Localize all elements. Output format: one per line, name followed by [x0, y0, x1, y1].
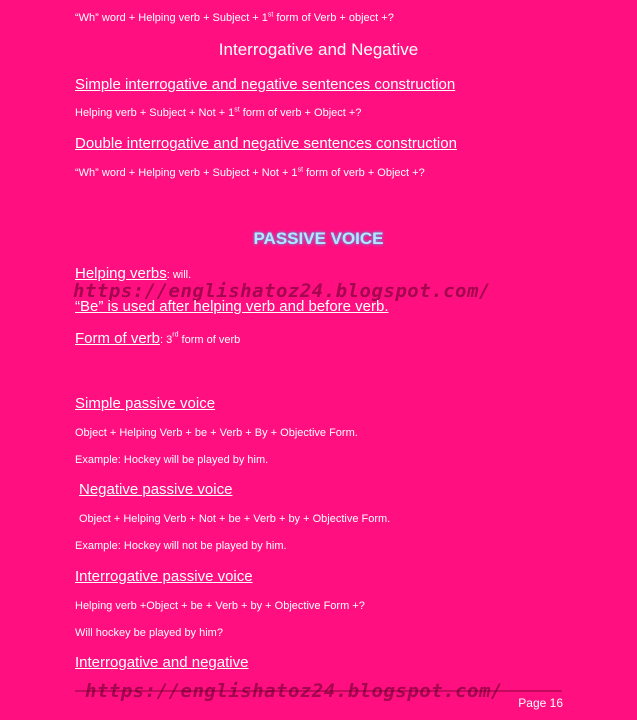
formula-text: “Wh” word + Helping verb + Subject + 1	[75, 12, 268, 24]
superscript: st	[234, 106, 240, 114]
interrogative-negative-title: Interrogative and Negative	[218, 40, 419, 59]
negative-passive-formula: Object + Helping Verb + Not + be + Verb + by + Objective Form.	[79, 513, 391, 525]
superscript: st	[267, 11, 274, 19]
simple-interrogative-negative-formula	[75, 107, 361, 119]
simple-passive-example: Example: Hockey will be played by him.	[75, 454, 269, 466]
formula-text: “Wh” word + Helping verb + Subject + Not + 1	[75, 167, 298, 179]
simple-interrogative-negative-heading: Simple interrogative and negative sentences construction	[75, 76, 456, 93]
form-of-verb-label: Form of verb	[75, 330, 161, 347]
interrogative-passive-example: Will hockey be played by him?	[75, 627, 223, 639]
form-of-verb-prefix: : 3	[160, 334, 173, 346]
superscript: rd	[172, 331, 179, 339]
helping-verbs-label: Helping verbs	[75, 265, 167, 282]
interrogative-passive-formula: Helping verb +Object + be + Verb + by + Objective Form +?	[75, 600, 365, 612]
simple-passive-heading: Simple passive voice	[75, 395, 216, 412]
double-interrogative-negative-formula	[75, 167, 425, 179]
superscript: st	[297, 166, 304, 174]
negative-passive-example: Example: Hockey will not be played by him.	[75, 540, 287, 552]
formula-text: form of Verb + object +?	[273, 12, 394, 24]
simple-passive-formula: Object + Helping Verb + be + Verb + By + Objective Form.	[75, 427, 358, 439]
wh-word-formula	[75, 12, 394, 24]
be-rule: “Be” is used after helping verb and before verb.	[75, 298, 389, 315]
form-of-verb-suffix: form of verb	[178, 334, 241, 346]
negative-passive-heading: Negative passive voice	[79, 481, 233, 498]
passive-voice-title: PASSIVE VOICE	[253, 229, 384, 248]
formula-text: Helping verb + Subject + Not + 1	[75, 107, 235, 119]
interrogative-passive-heading: Interrogative passive voice	[75, 568, 253, 585]
formula-text: form of verb + Object +?	[239, 107, 362, 119]
watermark-bottom: https://englishatoz24.blogspot.com/	[85, 680, 503, 702]
form-of-verb-line	[75, 330, 240, 348]
page-number: Page 16	[518, 696, 563, 710]
helping-verbs-value: : will.	[166, 269, 192, 281]
watermark-top: https://englishatoz24.blogspot.com/	[73, 280, 491, 302]
interrogative-negative-heading: Interrogative and negative	[75, 654, 249, 671]
formula-text: form of verb + Object +?	[303, 167, 425, 179]
double-interrogative-negative-heading: Double interrogative and negative sentences construction	[75, 135, 457, 152]
